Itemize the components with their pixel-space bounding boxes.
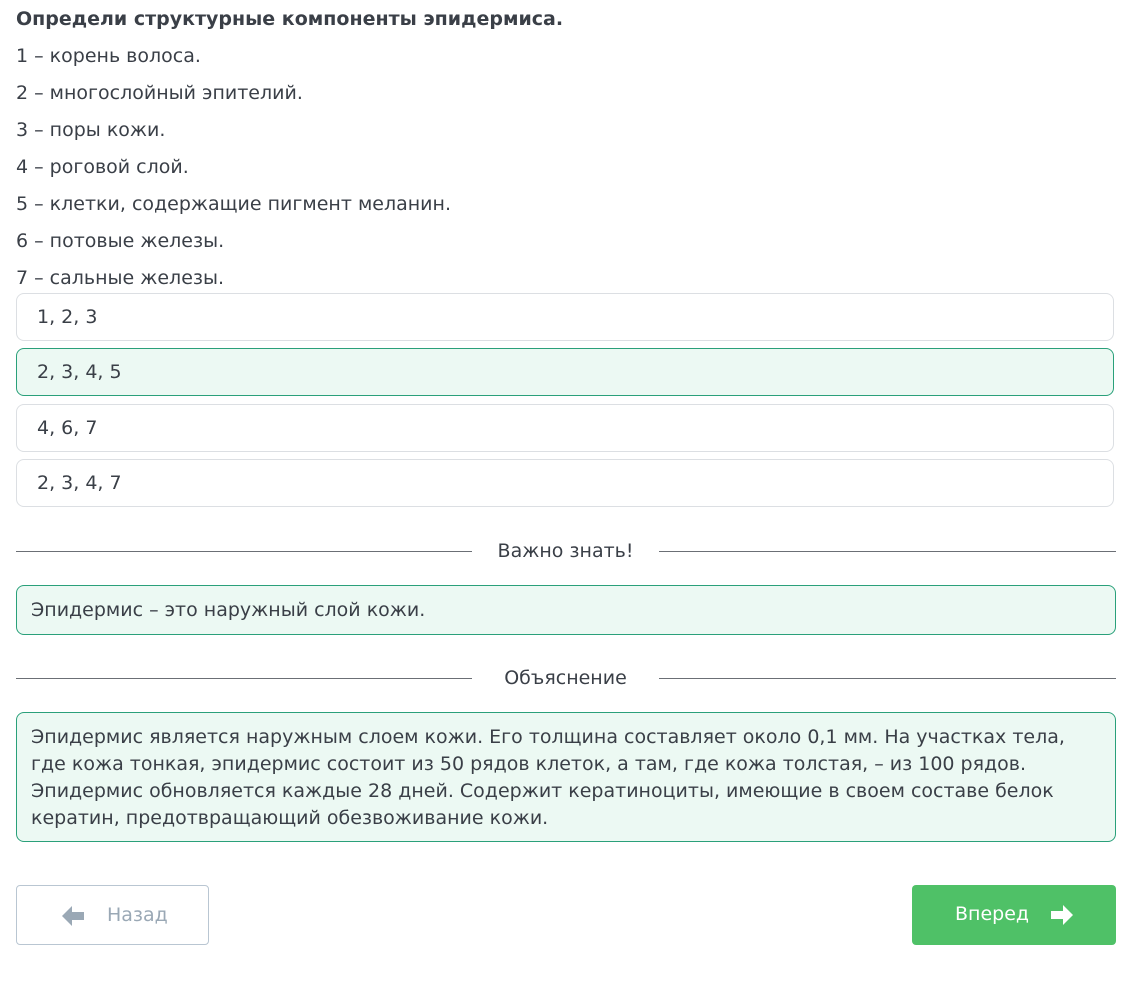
legend-item-2: 2 – многослойный эпителий.: [16, 82, 303, 104]
answer-option-label: 1, 2, 3: [37, 306, 98, 328]
answer-option-label: 2, 3, 4, 5: [37, 361, 122, 383]
next-button[interactable]: [912, 885, 1116, 945]
legend-item-5: 5 – клетки, содержащие пигмент меланин.: [16, 193, 451, 215]
explanation-heading: Объяснение: [504, 667, 627, 689]
back-button-label: Назад: [107, 904, 168, 926]
legend-item-1: 1 – корень волоса.: [16, 45, 201, 67]
next-button-label: Вперед: [955, 903, 1030, 925]
answer-option-1[interactable]: [16, 293, 1114, 341]
answer-option-label: 2, 3, 4, 7: [37, 472, 122, 494]
question-title: Определи структурные компоненты эпидермиса.: [16, 8, 564, 30]
legend-item-4: 4 – роговой слой.: [16, 156, 189, 178]
divider-line-left: [16, 551, 472, 552]
divider-line-left: [16, 678, 472, 679]
arrow-right-icon: [1050, 904, 1074, 926]
explanation-box: Эпидермис является наружным слоем кожи. Его толщина составляет около 0,1 мм. На участках тела, где кожа тонкая, эпидермис состоит из 50 рядов клеток, а там, где кожа толстая, – из 100 рядов. Эпидермис обновляется каждые 28 дней. Содержит кератиноциты, имеющие в своем составе белок кератин, предотвращающий обезвоживание кожи.: [16, 712, 1116, 842]
divider-line-right: [659, 678, 1116, 679]
answer-option-label: 4, 6, 7: [37, 417, 98, 439]
answer-option-2-correct[interactable]: [16, 348, 1114, 396]
answer-option-4[interactable]: [16, 459, 1114, 507]
divider-line-right: [659, 551, 1116, 552]
answer-option-3[interactable]: [16, 404, 1114, 452]
legend-item-3: 3 – поры кожи.: [16, 119, 166, 141]
important-heading: Важно знать!: [497, 540, 634, 562]
legend-item-6: 6 – потовые железы.: [16, 230, 225, 252]
important-divider: [16, 540, 1116, 564]
explanation-divider: [16, 667, 1116, 691]
legend-item-7: 7 – сальные железы.: [16, 267, 225, 289]
important-box: Эпидермис – это наружный слой кожи.: [16, 585, 1116, 635]
arrow-left-icon: [61, 905, 85, 927]
back-button[interactable]: [16, 885, 209, 945]
